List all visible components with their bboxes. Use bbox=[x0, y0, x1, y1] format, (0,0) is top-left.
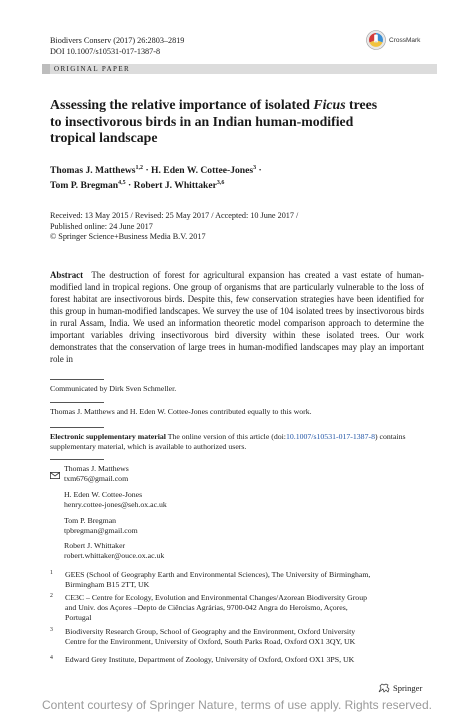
affiliation-text: Portugal bbox=[65, 613, 92, 623]
contact-entry bbox=[64, 490, 404, 510]
title-line-2: to insectivorous birds in an Indian human-modified bbox=[50, 113, 354, 129]
contact-entry bbox=[64, 516, 404, 536]
affiliation-text: and Univ. dos Açores –Depto de Ciências Agrárias, 9700-042 Angra do Heroísmo, Açores, bbox=[65, 603, 348, 613]
author-name[interactable]: Tom P. Bregman bbox=[50, 180, 119, 192]
courtesy-notice: Content courtesy of Springer Nature, terms of use apply. Rights reserved. bbox=[42, 698, 432, 712]
author-affiliation-ref: 3 bbox=[253, 165, 257, 171]
article-history bbox=[50, 211, 440, 243]
supplementary-note bbox=[50, 432, 430, 453]
author-name[interactable]: H. Eden W. Cottee-Jones bbox=[151, 165, 254, 177]
title-line-3: tropical landscape bbox=[50, 130, 158, 145]
esm-doi-link[interactable]: 10.1007/s10531-017-1387-8 bbox=[285, 432, 375, 441]
affiliation-text: GEES (School of Geography Earth and Environmental Sciences), The University of Birmingham, bbox=[65, 570, 371, 579]
contact-name: Thomas J. Matthews bbox=[64, 464, 129, 473]
envelope-icon bbox=[50, 466, 60, 484]
contact-email[interactable]: txm676@gmail.com bbox=[64, 474, 129, 484]
contact-name: Robert J. Whittaker bbox=[64, 541, 126, 550]
affiliation-number: 3 bbox=[50, 627, 53, 633]
title-text: Assessing the relative importance of isolated bbox=[50, 97, 314, 112]
contact-email[interactable]: henry.cottee-jones@seh.ox.ac.uk bbox=[64, 500, 167, 510]
springer-logo bbox=[378, 683, 422, 693]
contact-email[interactable]: robert.whittaker@ouce.ox.ac.uk bbox=[64, 551, 165, 561]
publisher-name: Springer bbox=[393, 683, 423, 693]
title-text: trees bbox=[345, 97, 378, 112]
article-doi: DOI 10.1007/s10531-017-1387-8 bbox=[50, 46, 161, 56]
article-title bbox=[50, 97, 430, 147]
footnote-divider bbox=[50, 402, 104, 403]
esm-label: Electronic supplementary material bbox=[50, 432, 166, 441]
section-label: ORIGINAL PAPER bbox=[42, 64, 437, 74]
author-list: Thomas J. Matthews$^{1,2}$ · H. Eden W. Cottee-Jones$^3$ · Tom P. Bregman$^{4,5}$ · Robert J. Whittaker$^{3,6}$ bbox=[50, 165, 262, 192]
affiliation-number: 2 bbox=[50, 593, 53, 599]
footnote-divider bbox=[50, 379, 104, 380]
crossmark-icon bbox=[366, 30, 386, 50]
footnote-divider bbox=[50, 459, 104, 460]
author-affiliation-ref: 4,5 bbox=[118, 180, 126, 187]
contact-name: Tom P. Bregman bbox=[64, 516, 117, 525]
affiliation-number: 4 bbox=[50, 655, 53, 661]
author-affiliation-ref: 1,2 bbox=[135, 165, 144, 171]
affiliation-text: CE3C – Centre for Ecology, Evolution and Environmental Changes/Azorean Biodiversity Group bbox=[65, 593, 367, 602]
author-affiliation-ref: 3,6 bbox=[216, 180, 225, 187]
equal-contribution-note: Thomas J. Matthews and H. Eden W. Cottee-Jones contributed equally to this work. bbox=[50, 407, 312, 416]
affiliation-text: Birmingham B15 2TT, UK bbox=[65, 580, 150, 590]
published-online: Published online: 24 June 2017 bbox=[50, 221, 153, 231]
springer-horse-icon bbox=[378, 683, 390, 693]
affiliation-number: 1 bbox=[50, 570, 53, 576]
author-name[interactable]: Thomas J. Matthews bbox=[50, 165, 136, 177]
history-dates: Received: 13 May 2015 / Revised: 25 May 2017 / Accepted: 10 June 2017 / bbox=[50, 211, 299, 220]
esm-text: The online version of this article (doi: bbox=[167, 432, 286, 441]
communicated-note: Communicated by Dirk Sven Schmeller. bbox=[50, 384, 177, 393]
abstract bbox=[50, 269, 424, 365]
journal-info bbox=[50, 36, 184, 57]
contact-name: H. Eden W. Cottee-Jones bbox=[64, 490, 143, 499]
contact-entry bbox=[64, 541, 404, 561]
abstract-label: Abstract bbox=[50, 270, 84, 280]
affiliation-text: Edward Grey Institute, Department of Zoology, University of Oxford, Oxford OX1 3PS, UK bbox=[65, 655, 355, 664]
contact-email[interactable]: tpbregman@gmail.com bbox=[64, 526, 138, 536]
affiliation-text: Biodiversity Research Group, School of Geography and the Environment, Oxford University bbox=[65, 627, 356, 636]
footnote-divider bbox=[50, 427, 104, 428]
abstract-text: The destruction of forest for agricultural expansion has created a vast estate of human-modified land in tropical regions. One group of organisms that are particularly vulnerable to the loss of forest habitat are insectivorous birds. Despite this, few conservation strategies have been identified for this group in human-modified landscapes. We survey the use of 104 isolated trees by insectivorous birds in rural Assam, India. We used an information theoretic model comparison approach to determine the important variables driving insectivorous bird diversity within these isolated trees. Our work demonstrates that the conservation of large trees in human-modified landscapes may play an important role in bbox=[50, 270, 424, 364]
esm-text: ) contains supplementary material, which is available to authorized users. bbox=[50, 432, 406, 452]
crossmark-badge[interactable] bbox=[366, 30, 420, 50]
crossmark-label: CrossMark bbox=[389, 36, 421, 44]
contact-entry bbox=[64, 464, 404, 484]
copyright: © Springer Science+Business Media B.V. 2017 bbox=[50, 232, 206, 242]
author-name[interactable]: Robert J. Whittaker bbox=[133, 180, 217, 192]
journal-citation: Biodivers Conserv (2017) 26:2803–2819 bbox=[50, 36, 185, 45]
title-genus: Ficus bbox=[313, 97, 346, 112]
affiliation-text: Centre for the Environment, University of Oxford, South Parks Road, Oxford OX1 3QY, UK bbox=[65, 637, 356, 647]
